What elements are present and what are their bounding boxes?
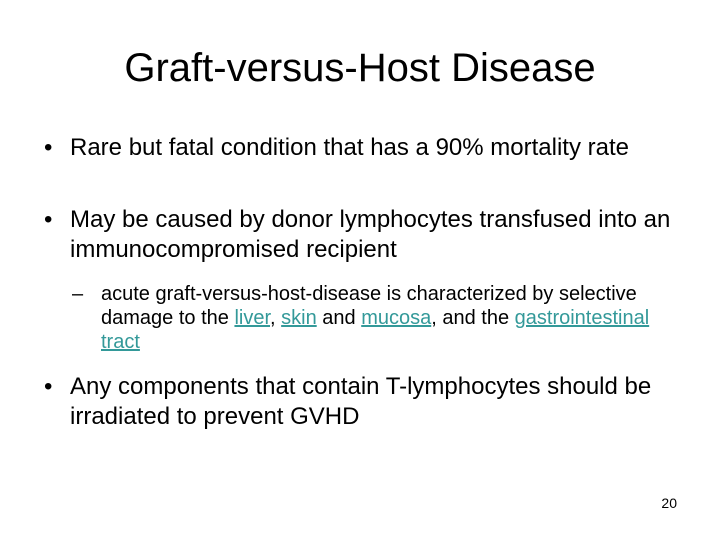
link-skin[interactable]: skin <box>281 307 317 329</box>
link-gastrointestinal-tract[interactable]: gastrointestinal tract <box>101 307 650 353</box>
page-number: 20 <box>661 495 677 511</box>
bullet-item-cause <box>44 205 694 265</box>
sub-bullet-marker: – <box>72 283 84 305</box>
link-mucosa[interactable]: mucosa <box>361 307 432 329</box>
bullet-item-irradiation <box>44 372 694 432</box>
separator: , <box>270 307 282 329</box>
sub-bullet-acute-gvhd <box>72 282 692 354</box>
slide-title: Graft-versus-Host Disease <box>124 46 596 90</box>
bullet-text: Any components that contain T-lymphocytes should be irradiated to prevent GVHD <box>70 373 652 430</box>
bullet-item-mortality <box>44 133 694 163</box>
link-liver[interactable]: liver <box>234 307 271 329</box>
bullet-text: Rare but fatal condition that has a 90% mortality rate <box>70 134 629 161</box>
bullet-marker: • <box>44 373 53 400</box>
separator: , and the <box>431 307 515 329</box>
sub-bullet-prefix: acute graft-versus-host-disease is characterized by selective damage to the <box>101 283 637 329</box>
bullet-marker: • <box>44 134 53 161</box>
separator: and <box>316 307 362 329</box>
bullet-text: May be caused by donor lymphocytes transfused into an immunocompromised recipient <box>70 206 671 263</box>
sub-bullet-text <box>101 282 692 354</box>
bullet-marker: • <box>44 206 53 233</box>
